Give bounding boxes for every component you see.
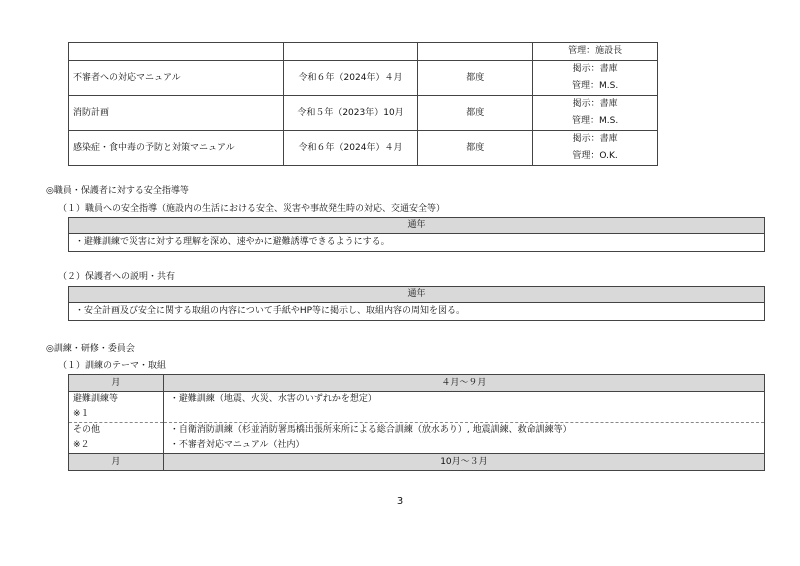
- period-header: 通年: [69, 218, 765, 234]
- sharing-text: ・安全計画及び安全に関する取組の内容について手紙やHP等に掲示し、取組内容の周知を図る。: [69, 303, 765, 321]
- posting-text: 掲示：書庫: [572, 134, 618, 144]
- training-item: ・不審者対応マニュアル（社内）: [169, 440, 305, 450]
- category-note: ※１: [73, 409, 90, 419]
- category-note: ※２: [73, 440, 90, 450]
- subsection-title: （１）訓練のテーマ・取組: [58, 361, 167, 371]
- document-location: [533, 61, 658, 96]
- staff-guidance-table: [68, 217, 765, 252]
- page-number: 3: [396, 496, 404, 507]
- month-header: 月: [69, 375, 164, 392]
- training-item: ・自衛消防訓練（杉並消防署馬橋出張所来所による総合訓練（放水あり）, 地震訓練、救命訓練等）: [169, 425, 572, 435]
- posting-text: 掲示：書庫: [572, 99, 618, 109]
- period-header: ４月〜９月: [163, 375, 764, 392]
- document-date: 令和６年（2024年）４月: [283, 131, 418, 166]
- table-row: [69, 96, 658, 131]
- manager-text: 管理：M.S.: [571, 81, 619, 91]
- manager-text: 管理：O.K.: [572, 151, 618, 161]
- training-content: [163, 392, 764, 423]
- training-item: ・避難訓練（地震、火災、水害のいずれかを想定）: [169, 394, 377, 404]
- subsection-title: （２）保護者への説明・共有: [58, 272, 176, 282]
- cell-empty: [69, 43, 284, 61]
- document-name: 不審者への対応マニュアル: [69, 61, 284, 96]
- guardian-sharing-table: [68, 286, 765, 321]
- document-location: [533, 96, 658, 131]
- manager-cell: 管理：施設長: [533, 43, 658, 61]
- document-table: [68, 42, 658, 166]
- training-category: [69, 392, 164, 423]
- training-table: [68, 374, 765, 471]
- guidance-text: ・避難訓練で災害に対する理解を深め、速やかに避難誘導できるようにする。: [69, 234, 765, 252]
- document-date: 令和５年（2023年）10月: [283, 96, 418, 131]
- document-date: 令和６年（2024年）４月: [283, 61, 418, 96]
- document-frequency: 都度: [418, 96, 533, 131]
- table-row: [69, 61, 658, 96]
- cell-empty: [418, 43, 533, 61]
- subsection-title: （１）職員への安全指導（施設内の生活における安全、災害や事故発生時の対応、交通安全等）: [58, 204, 446, 214]
- training-content: [163, 423, 764, 454]
- training-item: [170, 407, 764, 422]
- category-label: その他: [73, 425, 101, 435]
- month-header: 月: [69, 454, 164, 471]
- section-heading: ◎職員・保護者に対する安全指導等: [46, 186, 189, 196]
- document-frequency: 都度: [418, 61, 533, 96]
- document-name: 感染症・食中毒の予防と対策マニュアル: [69, 131, 284, 166]
- section-heading: ◎訓練・研修・委員会: [46, 344, 135, 354]
- cell-empty: [283, 43, 418, 61]
- category-label: 避難訓練等: [73, 394, 119, 404]
- posting-text: 掲示：書庫: [572, 64, 618, 74]
- period-header: 通年: [69, 287, 765, 303]
- manager-text: 管理：M.S.: [571, 116, 619, 126]
- document-frequency: 都度: [418, 131, 533, 166]
- training-category: [69, 423, 164, 454]
- table-row: [69, 423, 765, 454]
- table-row: [69, 131, 658, 166]
- period-header: 10月〜３月: [163, 454, 764, 471]
- document-location: [533, 131, 658, 166]
- table-row: [69, 43, 658, 61]
- table-row: [69, 392, 765, 423]
- document-name: 消防計画: [69, 96, 284, 131]
